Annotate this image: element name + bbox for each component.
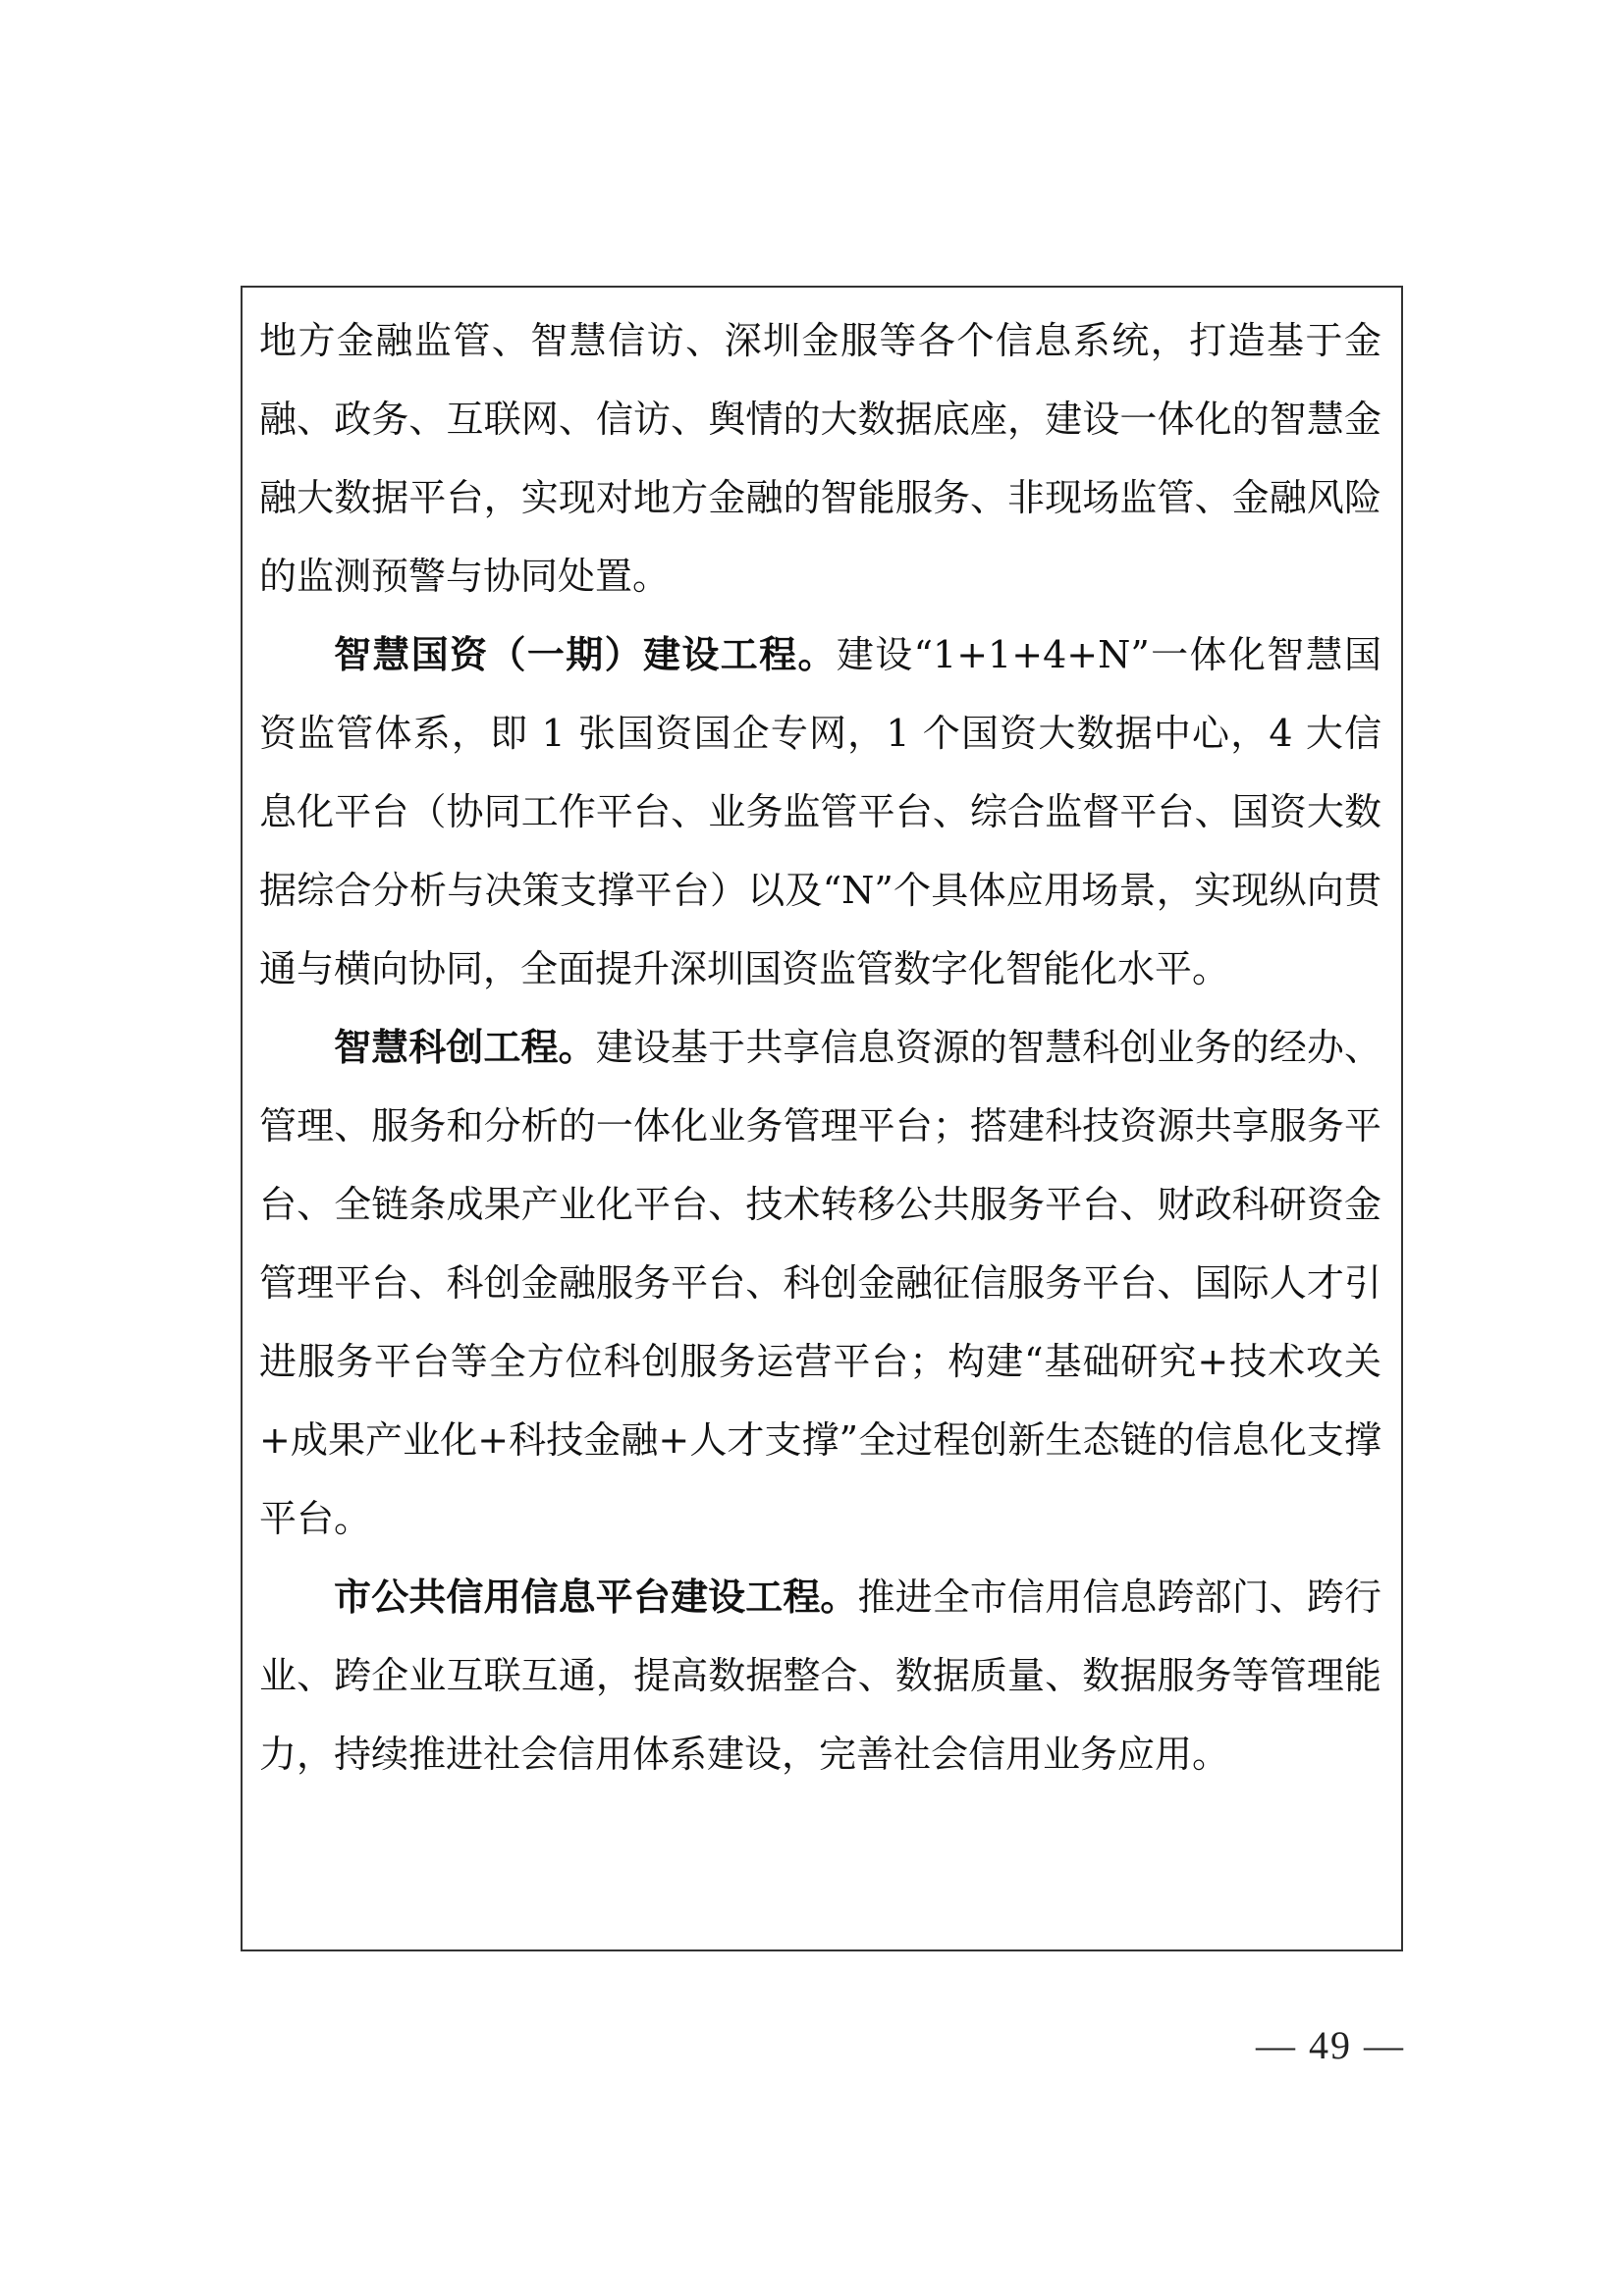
- paragraph-financial-big-data: [259, 301, 1381, 615]
- paragraph-body: 地方金融监管、智慧信访、深圳金服等各个信息系统，打造基于金融、政务、互联网、信访、舆情的大数据底座，建设一体化的智慧金融大数据平台，实现对地方金融的智能服务、非现场监管、金融风险的监测预警与协同处置。: [259, 319, 1381, 598]
- paragraph-public-credit-platform: [259, 1558, 1381, 1793]
- page-number: — 49 —: [1256, 2023, 1405, 2067]
- content-frame: [241, 286, 1403, 1951]
- paragraph-body: 建设基于共享信息资源的智慧科创业务的经办、管理、服务和分析的一体化业务管理平台；搭建科技资源共享服务平台、全链条成果产业化平台、技术转移公共服务平台、财政科研资金管理平台、科创金融服务平台、科创金融征信服务平台、国际人才引进服务平台等全方位科创服务运营平台；构建“基础研究+技术攻关+成果产业化+科技金融+人才支撑”全过程创新生态链的信息化支撑平台。: [259, 1026, 1381, 1540]
- paragraph-smart-state-assets: [259, 615, 1381, 1008]
- paragraph-body: 建设“1+1+4+N”一体化智慧国资监管体系，即 1 张国资国企专网，1 个国资大数据中心，4 大信息化平台（协同工作平台、业务监管平台、综合监督平台、国资大数据综合分析与决策支撑平台）以及“N”个具体应用场景，实现纵向贯通与横向协同，全面提升深圳国资监管数字化智能化水平。: [259, 633, 1381, 990]
- paragraph-lead: 智慧国资（一期）建设工程。: [334, 632, 837, 676]
- paragraph-lead: 市公共信用信息平台建设工程。: [334, 1575, 858, 1619]
- paragraph-smart-innovation: [259, 1008, 1381, 1558]
- paragraph-body: 推进全市信用信息跨部门、跨行业、跨企业互联互通，提高数据整合、数据质量、数据服务等管理能力，持续推进社会信用体系建设，完善社会信用业务应用。: [259, 1575, 1381, 1776]
- paragraph-lead: 智慧科创工程。: [334, 1025, 596, 1069]
